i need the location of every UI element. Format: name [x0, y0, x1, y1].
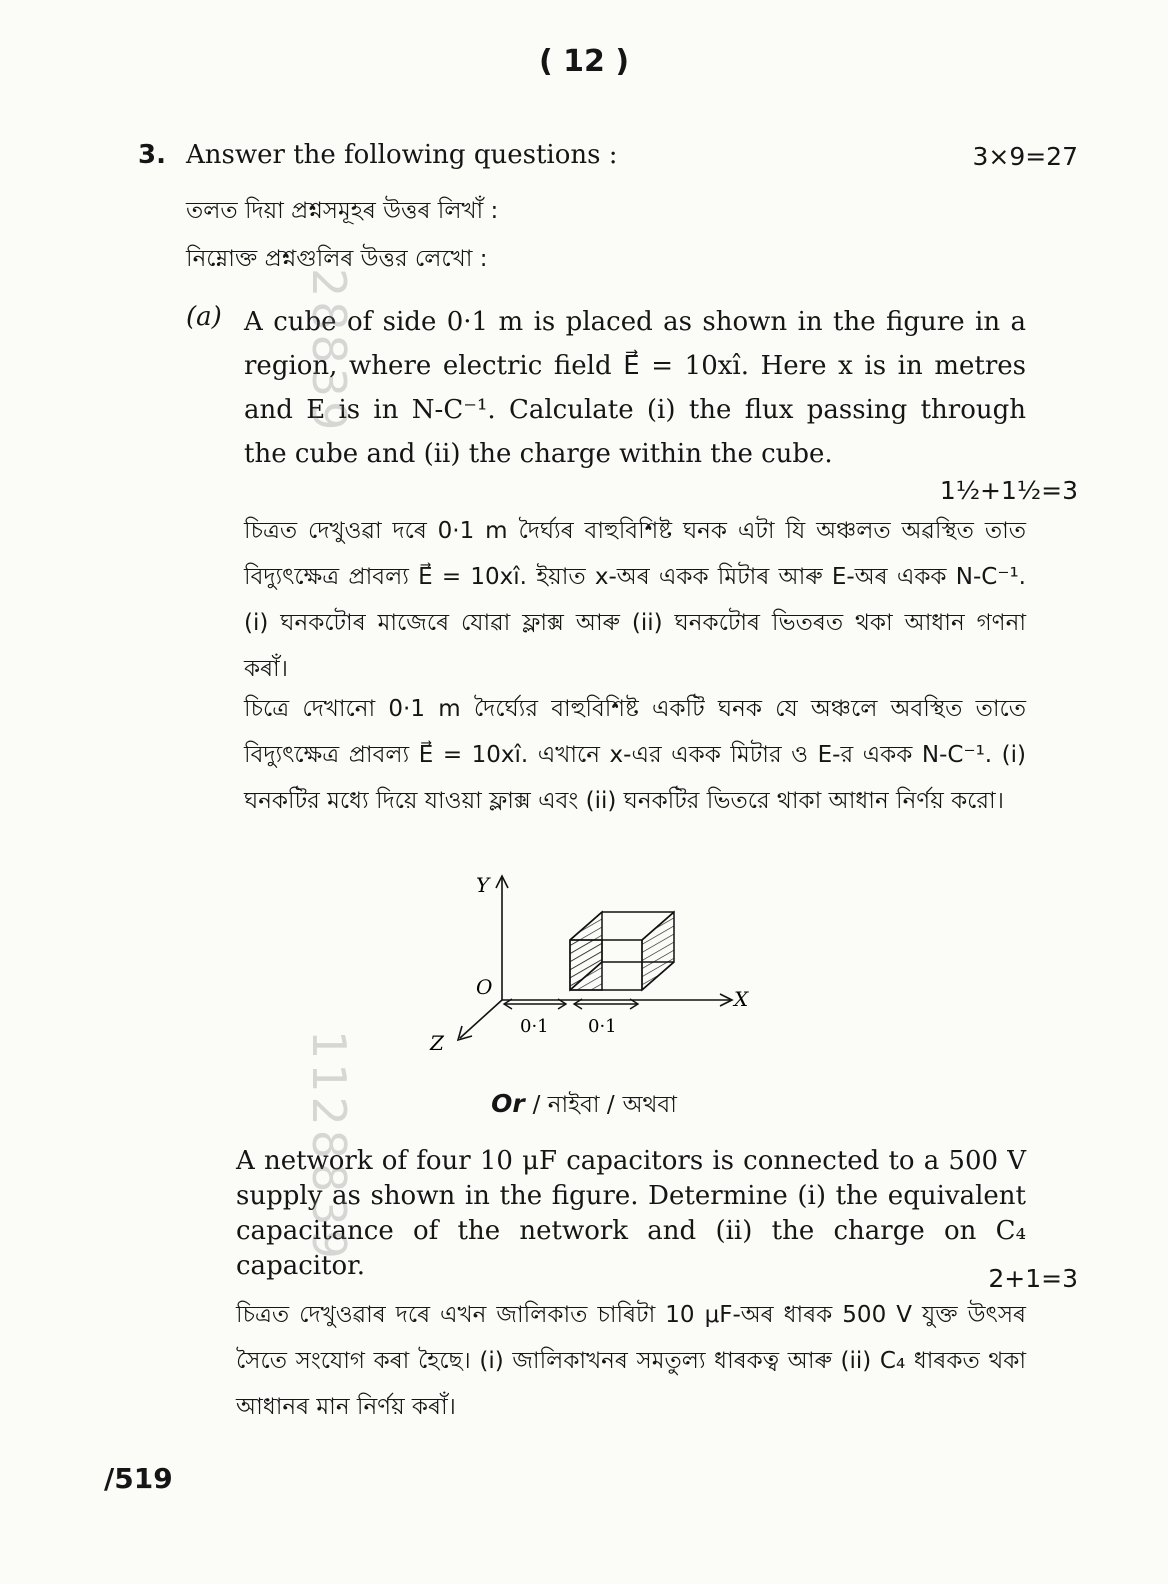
cube-right-face: [642, 912, 674, 990]
origin-label: O: [476, 975, 493, 999]
part-a-text-english: A cube of side 0·1 m is placed as shown in the figure in a region, where electric field E⃗ = 10xî. Here x is in metres and E is in N-C⁻¹. Calculate (i) the flux passing through the cube and (ii) the charge within the cube.: [244, 307, 1026, 469]
part-a-text-bengali: চিত্রে দেখানো 0·1 m দৈর্ঘ্যের বাহুবিশিষ্ট একটি ঘনক যে অঞ্চলে অবস্থিত তাতে বিদ্যুৎক্ষেত্র প্রাবল্য E⃗ = 10xî. এখানে x-এর একক মিটার ও E-র একক N-C⁻¹. (i) ঘনকটির মধ্যে দিয়ে যাওয়া ফ্লাক্স এবং (ii) ঘনকটির ভিতরে থাকা আধান নির্ণয় করো।: [244, 696, 1026, 814]
z-axis: [460, 1000, 502, 1038]
question-title-assamese: তলত দিয়া প্ৰশ্নসমূহৰ উত্তৰ লিখাঁ :: [186, 198, 499, 224]
dimension-label-1: 0·1: [520, 1016, 549, 1037]
page-number: ( 12 ): [538, 44, 630, 79]
x-axis-label: X: [734, 987, 749, 1011]
or-separator: [0, 1086, 1168, 1125]
watermark-bottom: 1128839: [302, 1030, 356, 1263]
question-title-bengali: নিম্নোক্ত প্ৰশ্নগুলিৰ উত্তর লেখো :: [186, 246, 488, 272]
dimension-label-2: 0·1: [588, 1016, 617, 1037]
part-a-label: (a): [186, 302, 222, 332]
part-a-marks: 1½+1½=3: [939, 476, 1078, 505]
question-marks: 3×9=27: [972, 142, 1078, 171]
alt-question-marks: 2+1=3: [988, 1264, 1078, 1293]
question-title: Answer the following questions :: [186, 140, 618, 170]
alt-question-text-english: A network of four 10 μF capacitors is connected to a 500 V supply as shown in the figure. Determine (i) the equivalent capacitance of the network and (ii) the charge on C₄ capacitor.: [236, 1146, 1026, 1281]
cube-figure: [420, 862, 780, 1062]
question-number: 3.: [138, 140, 166, 170]
or-label: Or: [491, 1089, 525, 1118]
alt-question-text-assamese: চিত্ৰত দেখুওৱাৰ দৰে এখন জালিকাত চাৰিটা 10 μF-অৰ ধাৰক 500 V যুক্ত উৎসৰ সৈতে সংযোগ কৰা হৈছে। (i) জালিকাখনৰ সমতুল্য ধাৰকত্ব আৰু (ii) C₄ ধাৰকত থকা আধানৰ মান নিৰ্ণয় কৰাঁ।: [236, 1302, 1026, 1420]
or-label-assamese: / নাইবা /: [532, 1092, 615, 1118]
or-label-bengali: অথবা: [622, 1092, 677, 1118]
paper-code: /519: [104, 1462, 173, 1495]
z-axis-label: Z: [430, 1031, 444, 1055]
watermark-top: 28839: [302, 268, 356, 435]
y-axis-label: Y: [476, 873, 490, 897]
part-a-text-assamese: চিত্ৰত দেখুওৱা দৰে 0·1 m দৈৰ্ঘ্যৰ বাহুবিশিষ্ট ঘনক এটা যি অঞ্চলত অৱস্থিত তাত বিদ্যুৎক্ষেত্ৰ প্ৰাবল্য E⃗ = 10xî. ইয়াত x-অৰ একক মিটাৰ আৰু E-অৰ একক N-C⁻¹. (i) ঘনকটোৰ মাজেৰে যোৱা ফ্লাক্স আৰু (ii) ঘনকটোৰ ভিতৰত থকা আধান গণনা কৰাঁ।: [244, 518, 1026, 682]
